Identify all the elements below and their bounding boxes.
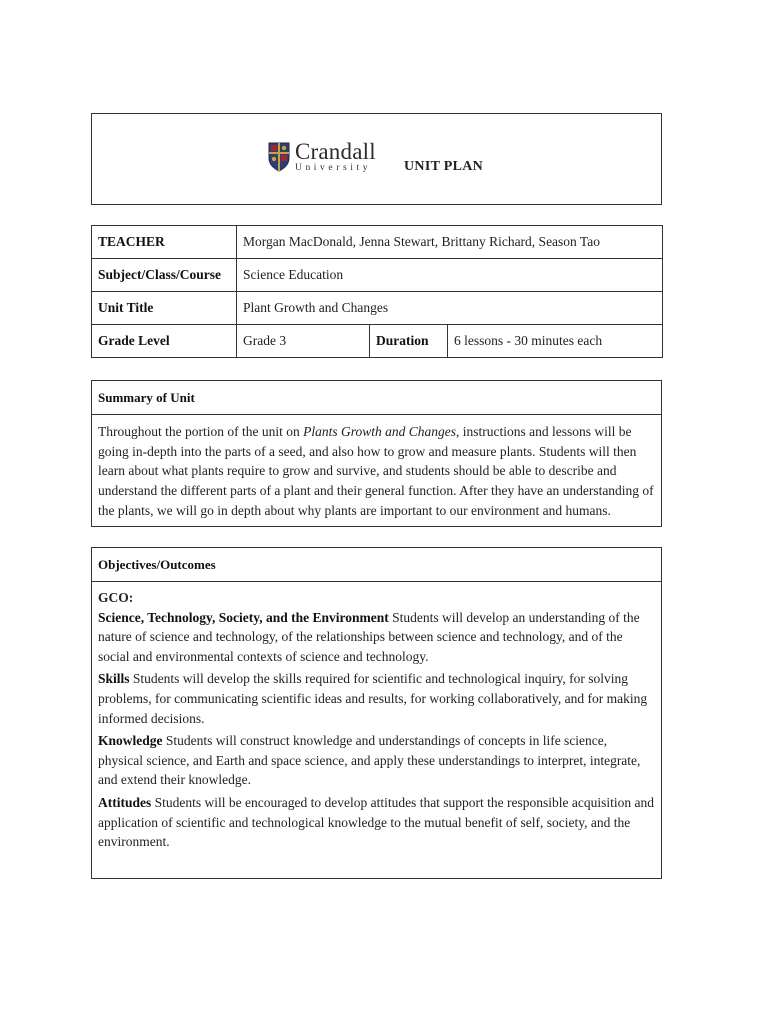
table-row: [92, 259, 663, 292]
duration-value: 6 lessons - 30 minutes each: [448, 325, 663, 358]
list-item: [98, 731, 655, 790]
table-row: [92, 226, 663, 259]
info-table: [91, 225, 663, 358]
page-title: UNIT PLAN: [404, 159, 484, 174]
objective-text: Students will develop the skills required for scientific and technological inquiry, for solving problems, for communicating scientific ideas and results, for working collaboratively, and for making informed decisions.: [98, 671, 648, 726]
summary-text-start: Throughout the portion of the unit on: [98, 424, 304, 439]
objective-text: Students will develop an understanding of the nature of science and technology, of the relationships between science and technology, and of the social and environmental contexts of science and technology.: [98, 609, 640, 664]
unit-title-label: Unit Title: [92, 292, 237, 325]
crest-icon: [268, 142, 290, 172]
summary-section: [91, 380, 662, 527]
objective-text: Students will be encouraged to develop attitudes that support the responsible acquisition and application of scientific and technological knowledge to the mutual benefit of self, society, and the environment.: [98, 794, 655, 850]
objectives-section: [91, 547, 662, 879]
header-box: [91, 113, 662, 205]
summary-text-end: , instructions and lessons will be going in-depth into the parts of a seed, and also how to grow and measure plants. Students will then learn about what plants require to grow and survive, and students should be able to describe and understand the different parts of a plant and their general function. After they have an understanding of the plants, we will go in depth about why plants are important to our environment and humans.: [98, 424, 654, 518]
list-item: [98, 669, 655, 728]
subject-label: Subject/Class/Course: [92, 259, 237, 292]
objectives-heading: Objectives/Outcomes: [92, 548, 661, 582]
logo-name: Crandall: [295, 139, 376, 164]
subject-value: Science Education: [237, 259, 663, 292]
grade-label: Grade Level: [92, 325, 237, 358]
summary-text: [92, 415, 661, 521]
gco-label: GCO:: [98, 590, 134, 605]
objective-term: Science, Technology, Society, and the Environment: [98, 609, 389, 625]
summary-heading: Summary of Unit: [92, 381, 661, 415]
objective-term: Knowledge: [98, 733, 163, 749]
table-row: [92, 292, 663, 325]
list-item: [98, 608, 655, 667]
objectives-body: [92, 582, 661, 852]
grade-value: Grade 3: [237, 325, 370, 358]
table-row: [92, 325, 663, 358]
summary-unit-name: Plants Growth and Changes: [303, 424, 456, 439]
duration-label: Duration: [370, 325, 448, 358]
list-item: [98, 793, 655, 852]
objective-term: Skills: [98, 671, 130, 687]
crandall-logo: [268, 140, 376, 174]
objective-term: Attitudes: [98, 794, 152, 810]
teacher-label: TEACHER: [92, 226, 237, 259]
objective-text: Students will construct knowledge and understandings of concepts in life science, physical science, and Earth and space science, and apply these understandings to interpret, integrate, and extend their knowledge.: [98, 733, 641, 788]
unit-title-value: Plant Growth and Changes: [237, 292, 663, 325]
teacher-value: Morgan MacDonald, Jenna Stewart, Brittany Richard, Season Tao: [237, 226, 663, 259]
logo-subtitle: University: [295, 163, 372, 173]
